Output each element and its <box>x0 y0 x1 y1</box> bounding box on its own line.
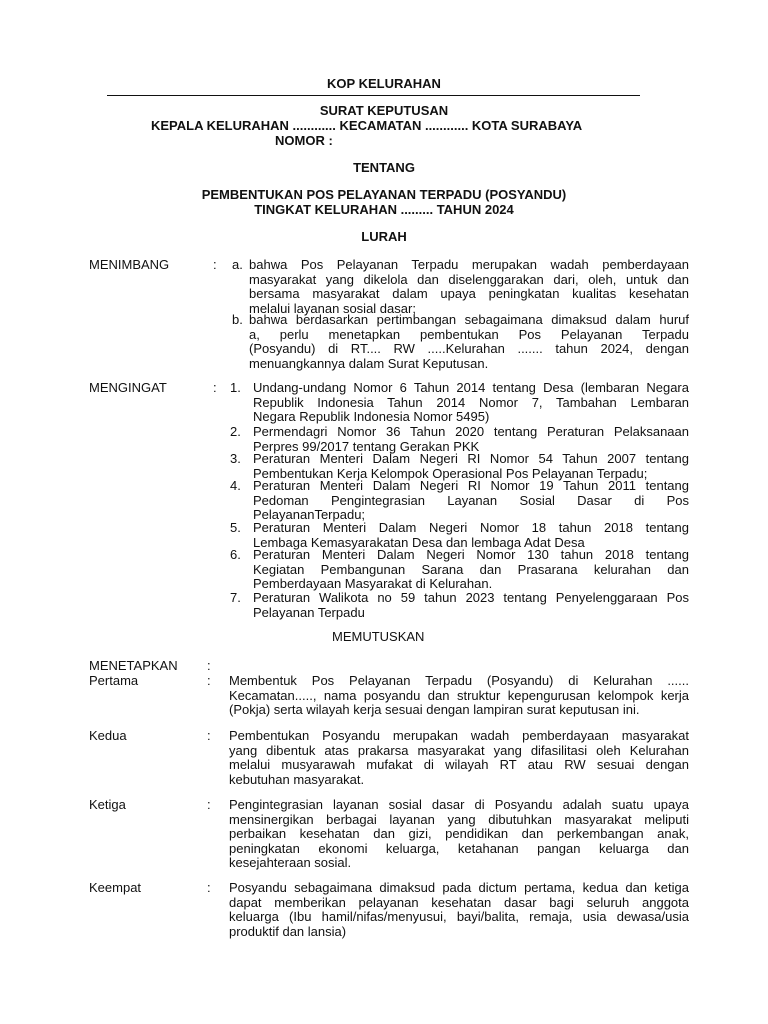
text-line: Posyandu sebagaimana dimaksud pada dictum pertama, kedua dan ketiga <box>229 880 689 895</box>
dictum-pertama-colon: : <box>207 673 211 688</box>
mengingat-item-6 <box>253 548 689 592</box>
mengingat-marker-7: 7. <box>230 590 241 605</box>
mengingat-item-1 <box>253 381 689 425</box>
text-line: Peraturan Menteri Dalam Negeri Nomor 130 tahun 2018 tentang <box>253 547 689 562</box>
text-line: Kegiatan Pembangunan Sarana dan Prasarana kelurahan dan <box>253 561 689 577</box>
text-line: melalui musyarawah mufakat di wilayah RT atau RW sesuai dengan <box>229 757 689 773</box>
text-line: Permendagri Nomor 36 Tahun 2020 tentang Peraturan Pelaksanaan <box>253 424 689 439</box>
dictum-pertama-text <box>229 674 689 718</box>
text-line: produktif dan lansia) <box>229 923 347 939</box>
dictum-ketiga-label: Ketiga <box>89 797 126 812</box>
mengingat-item-3 <box>253 452 689 481</box>
text-line: Peraturan Menteri Dalam Negeri Nomor 18 tahun 2018 tentang <box>253 520 689 535</box>
issuer-line: KEPALA KELURAHAN ............ KECAMATAN ............ KOTA SURABAYA <box>151 118 583 133</box>
dictum-ketiga-colon: : <box>207 797 211 812</box>
subject-line-1: PEMBENTUKAN POS PELAYANAN TERPADU (POSYANDU) <box>201 187 567 202</box>
mengingat-marker-4: 4. <box>230 478 241 493</box>
text-line: mensinergikan berbagai layanan yang dibutuhkan masyarakat meliputi <box>229 811 689 827</box>
mengingat-marker-2: 2. <box>230 424 241 439</box>
dictum-keempat-text <box>229 881 689 939</box>
text-line: Pembentukan Kerja Kelompok Operasional Pos Pelayanan Terpadu; <box>253 465 648 481</box>
text-line: kebutuhan masyarakat. <box>229 771 365 787</box>
menetapkan-colon: : <box>207 658 211 673</box>
official-title: LURAH <box>361 229 407 244</box>
subject-line-2: TINGKAT KELURAHAN ......... TAHUN 2024 <box>254 202 514 217</box>
text-line: a, perlu menetapkan pembentukan Pos Pelayanan Terpadu <box>249 326 689 342</box>
text-line: PelayananTerpadu; <box>253 507 366 523</box>
dictum-keempat-colon: : <box>207 880 211 895</box>
dictum-kedua-colon: : <box>207 728 211 743</box>
mengingat-marker-5: 5. <box>230 520 241 535</box>
menimbang-marker-b: b. <box>232 312 243 327</box>
text-line: Membentuk Pos Pelayanan Terpadu (Posyandu) di Kelurahan ...... <box>229 673 689 688</box>
text-line: Pembentukan Posyandu merupakan wadah pemberdayaan masyarakat <box>229 728 689 743</box>
mengingat-item-5 <box>253 521 689 550</box>
dictum-ketiga-text <box>229 798 689 871</box>
mengingat-item-4 <box>253 479 689 523</box>
menimbang-marker-a: a. <box>232 257 243 272</box>
text-line: Lembaga Kemasyarakatan Desa dan lembaga Adat Desa <box>253 534 585 550</box>
dictum-pertama-label: Pertama <box>89 673 139 688</box>
mengingat-marker-6: 6. <box>230 547 241 562</box>
mengingat-label: MENGINGAT <box>89 380 167 395</box>
text-line: Peraturan Menteri Dalam Negeri RI Nomor 19 Tahun 2011 tentang <box>253 478 689 493</box>
text-line: Peraturan Menteri Dalam Negeri RI Nomor 54 Tahun 2007 tentang <box>253 451 689 466</box>
text-line: peningkatan ekonomi keluarga, ketahanan pangan keluarga dan <box>229 840 689 856</box>
menimbang-label: MENIMBANG <box>89 257 170 272</box>
kop-divider <box>107 95 640 96</box>
text-line: Undang-undang Nomor 6 Tahun 2014 tentang Desa (lembaran Negara <box>253 380 689 395</box>
doc-type: SURAT KEPUTUSAN <box>319 103 449 118</box>
dictum-keempat-label: Keempat <box>89 880 142 895</box>
text-line: bahwa Pos Pelayanan Terpadu merupakan wadah pemberdayaan <box>249 257 689 272</box>
tentang-heading: TENTANG <box>353 160 415 175</box>
text-line: Kecamatan....., nama posyandu dan struktur kepengurusan kelompok kerja <box>229 687 689 703</box>
text-line: bahwa berdasarkan pertimbangan sebagaimana dimaksud dalam huruf <box>249 312 689 327</box>
text-line: (Posyandu) di RT.... RW .....Kelurahan ....... tahun 2024, dengan <box>249 341 689 357</box>
menimbang-colon: : <box>213 257 217 272</box>
menimbang-item-a <box>249 258 689 316</box>
text-line: Negara Republik Indonesia Nomor 5495) <box>253 409 490 425</box>
text-line: Republik Indonesia Tahun 2014 Nomor 7, Tambahan Lembaran <box>253 394 689 410</box>
text-line: Pelayanan Terpadu <box>253 604 365 620</box>
text-line: keluarga (Ibu hamil/nifas/menyusui, bayi/balita, remaja, usia dewasa/usia <box>229 909 689 925</box>
mengingat-marker-3: 3. <box>230 451 241 466</box>
nomor-line: NOMOR : <box>275 133 333 148</box>
menimbang-item-b <box>249 313 689 371</box>
memutuskan-heading: MEMUTUSKAN <box>332 629 425 644</box>
kop-title: KOP KELURAHAN <box>327 76 441 91</box>
text-line: Perpres 99/2017 tentang Gerakan PKK <box>253 438 480 454</box>
menetapkan-label: MENETAPKAN <box>89 658 178 673</box>
mengingat-marker-1: 1. <box>230 380 241 395</box>
text-line: melalui layanan sosial dasar; <box>249 300 416 316</box>
mengingat-item-2 <box>253 425 689 454</box>
mengingat-colon: : <box>213 380 217 395</box>
text-line: masyarakat yang dikelola dan diselenggarakan dari, oleh, untuk dan <box>249 271 689 287</box>
text-line: Pemberdayaan Masyarakat di Kelurahan. <box>253 576 493 592</box>
text-line: (Pokja) serta wilayah kerja sesuai dengan lampiran surat keputusan ini. <box>229 702 640 718</box>
mengingat-item-7 <box>253 591 689 620</box>
text-line: dapat memberikan pelayanan kesehatan dasar bagi seluruh anggota <box>229 894 689 910</box>
text-line: Pedoman Pengintegrasian Layanan Sosial Dasar di Pos <box>253 492 689 508</box>
text-line: bersama masyarakat dalam upaya peningkatan kualitas kesehatan <box>249 286 689 302</box>
text-line: menuangkannya dalam Surat Keputusan. <box>249 355 489 371</box>
dictum-kedua-label: Kedua <box>89 728 127 743</box>
text-line: kesejahteraan sosial. <box>229 855 352 871</box>
text-line: Peraturan Walikota no 59 tahun 2023 tentang Penyelenggaraan Pos <box>253 590 689 605</box>
text-line: Pengintegrasian layanan sosial dasar di Posyandu adalah suatu upaya <box>229 797 689 812</box>
dictum-kedua-text <box>229 729 689 787</box>
text-line: yang dibentuk atas prakarsa masyarakat yang difasilitasi oleh Kelurahan <box>229 742 689 758</box>
text-line: perbaikan kesehatan dan gizi, pendidikan dan perkembangan anak, <box>229 826 689 842</box>
